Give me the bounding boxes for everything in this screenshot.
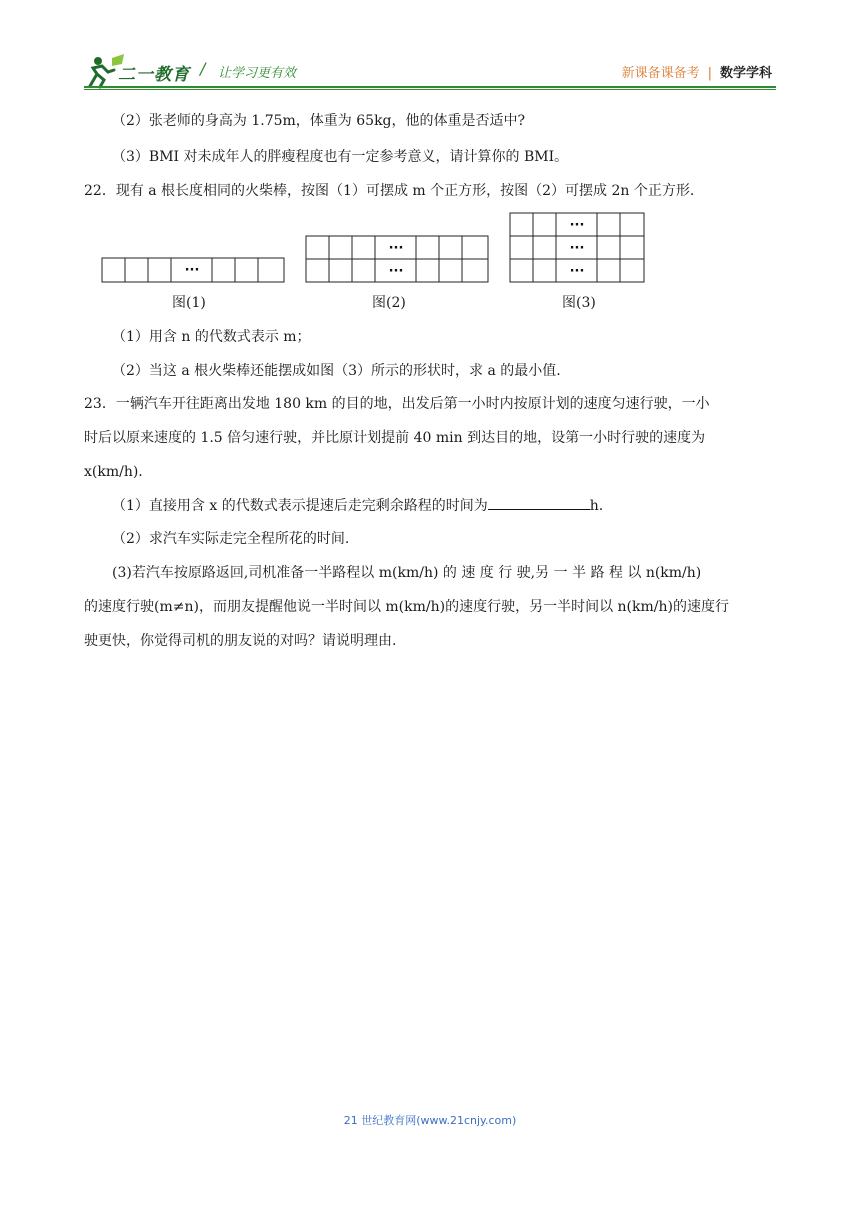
fig3-dots-row1: ··· [569,218,585,233]
page-footer: 21 世纪教育网(www.21cnjy.com) [343,1114,517,1127]
q23-part3-line2: 的速度行驶(m≠n)，而朋友提醒他说一半时间以 m(km/h)的速度行驶，另一半时间以 n(km/h)的速度行 [84,599,729,615]
q21-part3: （3）BMI 对未成年人的胖瘦程度也有一定参考意义，请计算你的 BMI。 [112,149,569,165]
header-slash: / [200,59,206,78]
slogan: 让学习更有效 [218,66,297,81]
header-rule [84,86,776,88]
q23-part2: （2）求汽车实际走完全程所花的时间. [112,531,350,547]
q21-part2: （2）张老师的身高为 1.75m，体重为 65kg，他的体重是否适中? [112,113,526,129]
q23-stem-line3: x(km/h). [84,464,143,480]
fig3-dots-row2: ··· [569,241,585,256]
q23-stem-line1: 23．一辆汽车开往距离出发地 180 km 的目的地，出发后第一小时内按原计划的速度匀速行驶，一小 [84,396,710,412]
header-course-label: 新课备课备考 [621,66,700,81]
header-subject-label: 数学学科 [719,66,772,81]
figure-2-caption: 图(2) [372,295,406,311]
q23-part3-line3: 驶更快，你觉得司机的朋友说的对吗？请说明理由. [84,633,397,649]
fig3-dots-row3: ··· [569,264,585,279]
figure-1-caption: 图(1) [172,295,206,311]
q22-part2: （2）当这 a 根火柴棒还能摆成如图（3）所示的形状时，求 a 的最小值. [112,363,561,379]
q23-part1-text: （1）直接用含 x 的代数式表示提速后走完剩余路程的时间为 [112,498,488,514]
q23-part1 [112,495,603,516]
header-separator: | [707,66,712,81]
figure-3-caption: 图(3) [562,295,596,311]
page-header [0,0,860,92]
q23-stem-line2: 时后以原来速度的 1.5 倍匀速行驶，并比原计划提前 40 min 到达目的地，设第一小时行驶的速度为 [84,430,706,446]
fig1-dots: ··· [184,263,200,278]
q23-part1-unit: h. [589,498,604,514]
q22-part1: （1）用含 n 的代数式表示 m； [112,329,311,345]
header-right [622,62,772,81]
header-rule-thin [84,89,776,90]
fig2-dots-row1: ··· [388,241,404,256]
q23-part3-line1: (3)若汽车按原路返回,司机准备一半路程以 m(km/h) 的 速 度 行 驶,另 一 半 路 程 以 n(km/h) [112,565,702,581]
logo-text: 二一教育 [118,65,190,85]
fig2-dots-row2: ··· [388,264,404,279]
q22-stem: 22．现有 a 根长度相同的火柴棒，按图（1）可摆成 m 个正方形，按图（2）可摆成 2n 个正方形. [84,183,695,199]
answer-blank [488,495,590,510]
